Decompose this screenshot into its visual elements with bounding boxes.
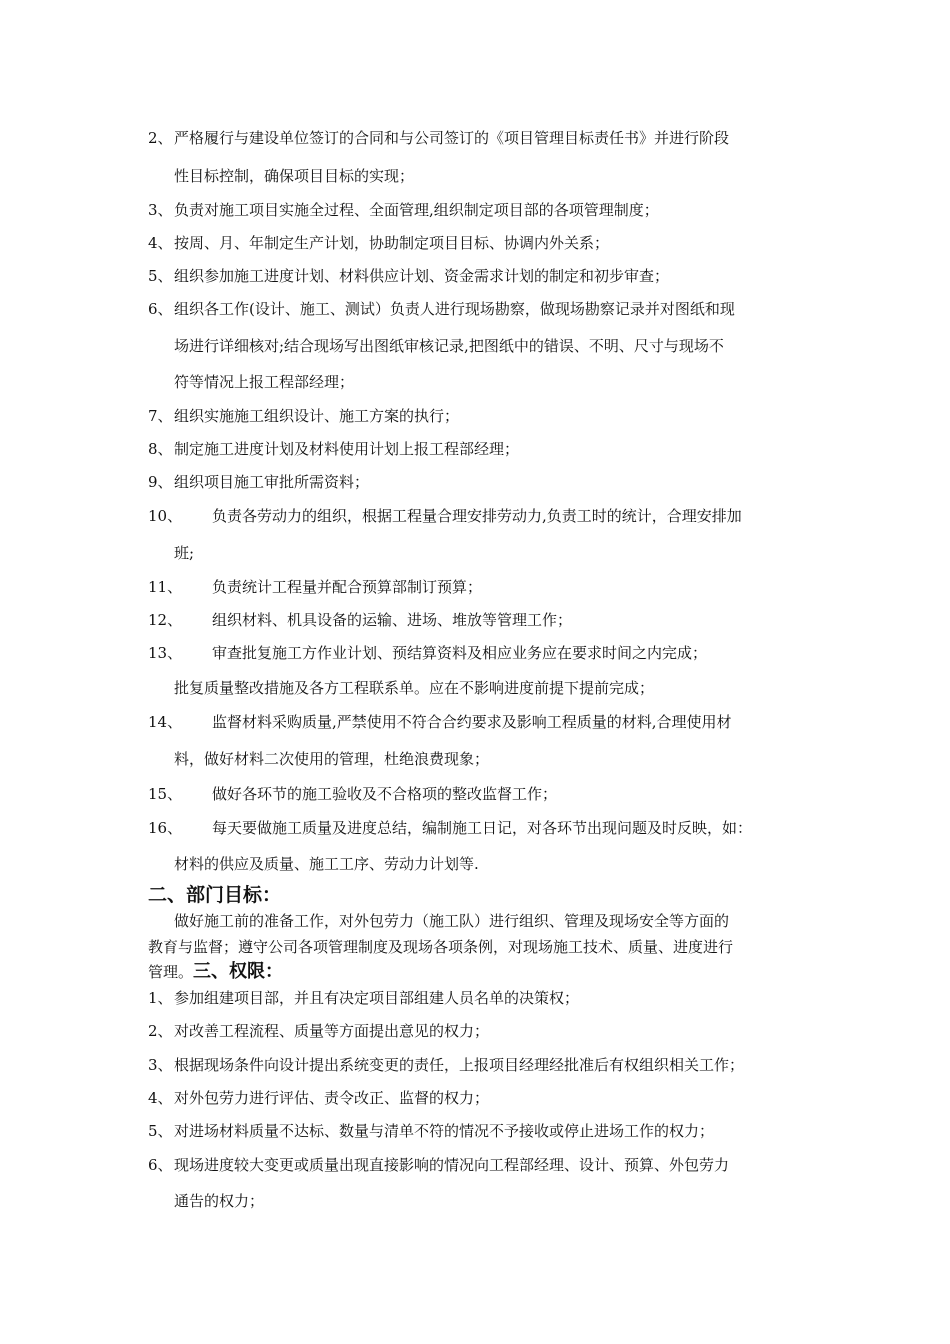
list-item: 组织材料、机具设备的运输、进场、堆放等管理工作；	[212, 611, 573, 629]
list-item-continuation: 场进行详细核对;结合现场写出图纸审核记录,把图纸中的错误、不明、尺寸与现场不	[174, 337, 724, 355]
list-item: 对进场材料质量不达标、数量与清单不符的情况不予接收或停止进场工作的权力；	[174, 1122, 715, 1140]
list-number: 9、	[148, 473, 173, 491]
list-item: 对外包劳力进行评估、责令改正、监督的权力；	[174, 1089, 490, 1107]
paragraph-text: 管理。	[148, 963, 194, 981]
list-number: 7、	[148, 407, 173, 425]
list-number: 10、	[148, 507, 183, 525]
list-item: 现场进度较大变更或质量出现直接影响的情况向工程部经理、设计、预算、外包劳力	[174, 1156, 730, 1174]
list-number: 11、	[148, 578, 183, 596]
list-number: 2、	[148, 129, 173, 147]
paragraph-line: 做好施工前的准备工作，对外包劳力（施工队）进行组织、管理及现场安全等方面的	[174, 912, 730, 930]
list-item: 组织参加施工进度计划、材料供应计划、资金需求计划的制定和初步审查；	[174, 267, 670, 285]
list-item: 负责统计工程量并配合预算部制订预算；	[212, 578, 483, 596]
list-number: 3、	[148, 1056, 173, 1074]
list-item: 组织实施施工组织设计、施工方案的执行；	[174, 407, 460, 425]
list-item: 审查批复施工方作业计划、预结算资料及相应业务应在要求时间之内完成；	[212, 644, 708, 662]
section-heading: 三、权限：	[193, 961, 284, 982]
list-item: 每天要做施工质量及进度总结，编制施工日记，对各环节出现问题及时反映，如：	[212, 819, 753, 837]
list-number: 4、	[148, 234, 173, 252]
list-number: 16、	[148, 819, 183, 837]
section-heading: 二、部门目标：	[148, 884, 282, 906]
list-item-continuation: 材料的供应及质量、施工工序、劳动力计划等.	[174, 855, 479, 873]
list-number: 8、	[148, 440, 173, 458]
list-item-continuation: 通告的权力；	[174, 1192, 265, 1210]
list-item: 制定施工进度计划及材料使用计划上报工程部经理；	[174, 440, 520, 458]
list-item: 参加组建项目部，并且有决定项目部组建人员名单的决策权；	[174, 989, 580, 1007]
list-number: 4、	[148, 1089, 173, 1107]
list-number: 1、	[148, 989, 173, 1007]
list-item-continuation: 性目标控制，确保项目目标的实现；	[174, 167, 415, 185]
list-item: 组织各工作(设计、施工、测试）负责人进行现场勘察，做现场勘察记录并对图纸和现	[174, 300, 735, 318]
list-number: 14、	[148, 713, 183, 731]
list-item-continuation: 批复质量整改措施及各方工程联系单。应在不影响进度前提下提前完成；	[174, 679, 655, 697]
list-item: 严格履行与建设单位签订的合同和与公司签订的《项目管理目标责任书》并进行阶段	[174, 129, 730, 147]
list-number: 5、	[148, 267, 173, 285]
list-number: 5、	[148, 1122, 173, 1140]
list-item: 组织项目施工审批所需资料；	[174, 473, 370, 491]
list-item: 负责各劳动力的组织，根据工程量合理安排劳动力,负责工时的统计，合理安排加	[212, 507, 742, 525]
list-number: 3、	[148, 201, 173, 219]
list-item: 根据现场条件向设计提出系统变更的责任，上报项目经理经批准后有权组织相关工作；	[174, 1056, 745, 1074]
list-item-continuation: 班;	[174, 544, 195, 562]
list-number: 13、	[148, 644, 183, 662]
list-item: 监督材料采购质量,严禁使用不符合合约要求及影响工程质量的材料,合理使用材	[212, 713, 732, 731]
list-number: 6、	[148, 1156, 173, 1174]
list-item: 对改善工程流程、质量等方面提出意见的权力；	[174, 1022, 490, 1040]
paragraph-line: 教育与监督；遵守公司各项管理制度及现场各项条例，对现场施工技术、质量、进度进行	[148, 938, 734, 956]
list-item: 负责对施工项目实施全过程、全面管理,组织制定项目部的各项管理制度；	[174, 201, 659, 219]
list-number: 2、	[148, 1022, 173, 1040]
list-number: 12、	[148, 611, 183, 629]
list-item-continuation: 符等情况上报工程部经理；	[174, 373, 355, 391]
list-number: 15、	[148, 785, 183, 803]
list-item-continuation: 料，做好材料二次使用的管理，杜绝浪费现象；	[174, 750, 490, 768]
list-item: 按周、月、年制定生产计划，协助制定项目目标、协调内外关系；	[174, 234, 610, 252]
list-item: 做好各环节的施工验收及不合格项的整改监督工作；	[212, 785, 558, 803]
paragraph-line	[148, 962, 283, 982]
list-number: 6、	[148, 300, 173, 318]
